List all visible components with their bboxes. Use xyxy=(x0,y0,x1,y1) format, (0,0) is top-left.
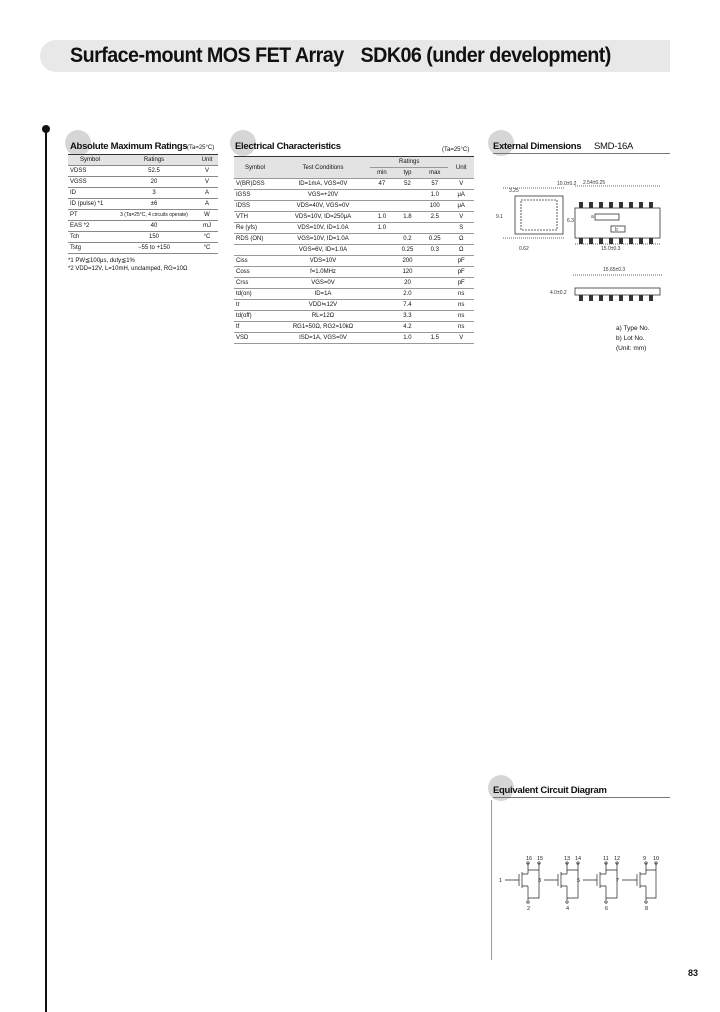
table-row xyxy=(234,322,474,333)
cell-symbol: Crss xyxy=(234,278,276,289)
table-row xyxy=(68,243,218,254)
pin xyxy=(619,202,623,208)
margin-rule xyxy=(45,128,47,1012)
cell-unit: pF xyxy=(448,267,474,278)
table-row xyxy=(68,177,218,188)
cell-min xyxy=(370,278,394,289)
cell-condition: VGS=0V xyxy=(276,278,370,289)
dim-label: 10.0±0.2 xyxy=(557,181,577,187)
table-row xyxy=(234,267,474,278)
table-row xyxy=(234,278,474,289)
cell-min xyxy=(370,267,394,278)
pin-label: 6 xyxy=(605,906,609,912)
cell-max: 100 xyxy=(421,201,448,212)
cell-condition: VDS=10V, ID=250μA xyxy=(276,212,370,223)
cell-unit: V xyxy=(448,333,474,344)
cell-max xyxy=(421,256,448,267)
table-row xyxy=(234,190,474,201)
amr-table xyxy=(68,154,218,254)
ext-heading: External Dimensions xyxy=(493,141,582,152)
cell-min xyxy=(370,234,394,245)
dim-label: 15.65±0.3 xyxy=(603,267,626,273)
cell-unit: Ω xyxy=(448,245,474,256)
col-conditions: Test Conditions xyxy=(276,157,370,179)
pin-label: 3 xyxy=(538,878,542,884)
pin-label: 14 xyxy=(575,856,582,862)
cell-symbol: RDS (ON) xyxy=(234,234,276,245)
table-row xyxy=(234,201,474,212)
pin xyxy=(609,202,613,208)
table-row xyxy=(68,188,218,199)
col-symbol: Symbol xyxy=(68,155,112,166)
pin-label: 15 xyxy=(537,856,544,862)
mosfet-1 xyxy=(505,862,540,903)
pin xyxy=(639,295,643,301)
pin-label: 2 xyxy=(527,906,531,912)
pin xyxy=(629,295,633,301)
cell-condition: VGS=10V, ID=1.0A xyxy=(276,234,370,245)
cell-symbol: VTH xyxy=(234,212,276,223)
pin xyxy=(589,295,593,301)
ext-package: SMD-16A xyxy=(594,141,634,152)
pin-label: 9 xyxy=(643,856,647,862)
pin xyxy=(629,238,633,244)
dim-label: 15.0±0.3 xyxy=(601,246,621,252)
cell-symbol: td(on) xyxy=(234,289,276,300)
cell-condition: VGS=+20V xyxy=(276,190,370,201)
cell-unit: A xyxy=(196,199,218,210)
cell-typ xyxy=(394,190,421,201)
pin xyxy=(589,202,593,208)
pin-label: 5 xyxy=(577,878,581,884)
table-row xyxy=(68,232,218,243)
side-view-body xyxy=(515,196,563,234)
cell-condition: ISD=1A, VGS=0V xyxy=(276,333,370,344)
table-row xyxy=(234,300,474,311)
dim-label: 4.0±0.2 xyxy=(550,290,567,296)
cell-unit: Ω xyxy=(448,234,474,245)
cell-value: 52.5 xyxy=(112,166,196,177)
amr-condition: (Ta=25°C) xyxy=(187,145,215,151)
cell-symbol: Tstg xyxy=(68,243,112,254)
page-title xyxy=(70,44,611,68)
mosfet-3 xyxy=(583,862,618,903)
cell-unit: V xyxy=(196,166,218,177)
cell-max: 0.25 xyxy=(421,234,448,245)
cell-max: 2.5 xyxy=(421,212,448,223)
cell-condition: VDS=10V xyxy=(276,256,370,267)
cell-unit: pF xyxy=(448,278,474,289)
col-ratings: Ratings xyxy=(112,155,196,166)
cell-symbol: PT xyxy=(68,210,112,221)
cell-condition: VDS=10V, ID=1.0A xyxy=(276,223,370,234)
front-view-body xyxy=(575,288,660,295)
cell-unit: ns xyxy=(448,289,474,300)
pin xyxy=(609,238,613,244)
cell-typ: 1.8 xyxy=(394,212,421,223)
cell-condition: RG1=50Ω, RG2=10kΩ xyxy=(276,322,370,333)
table-row xyxy=(234,289,474,300)
pin-label: 1 xyxy=(499,878,503,884)
cell-unit: ns xyxy=(448,300,474,311)
amr-note-1: *1 PW≦100μs, duty≦1% xyxy=(68,258,135,264)
table-row xyxy=(234,245,474,256)
legend-type: a) Type No. xyxy=(616,325,650,332)
amr-note-2: *2 VDD=12V, L=10mH, unclamped, RG=10Ω xyxy=(68,266,188,272)
pin xyxy=(639,238,643,244)
ec-heading: Electrical Characteristics xyxy=(235,141,341,152)
ext-rule xyxy=(493,153,670,154)
col-max: max xyxy=(421,168,448,179)
cell-min xyxy=(370,322,394,333)
cell-min xyxy=(370,333,394,344)
legend-unit: (Unit: mm) xyxy=(616,345,647,352)
table-header-row xyxy=(68,155,218,166)
pin xyxy=(599,295,603,301)
ec-condition: (Ta=25°C) xyxy=(442,147,470,153)
cell-symbol: VGSS xyxy=(68,177,112,188)
pin xyxy=(649,295,653,301)
cell-unit: μA xyxy=(448,190,474,201)
cell-symbol: ID (pulse) *1 xyxy=(68,199,112,210)
ec-table xyxy=(234,156,474,344)
pin-label: 8 xyxy=(645,906,649,912)
table-row xyxy=(68,221,218,232)
legend-lot: b) Lot No. xyxy=(616,335,645,342)
margin-bullet xyxy=(42,125,50,133)
cell-typ: 3.3 xyxy=(394,311,421,322)
cell-max: 0.3 xyxy=(421,245,448,256)
col-unit: Unit xyxy=(196,155,218,166)
table-row xyxy=(68,166,218,177)
pin xyxy=(619,295,623,301)
cell-value: 3 xyxy=(112,188,196,199)
marking-label-a: a xyxy=(591,214,594,220)
ec-table-wrap xyxy=(234,156,474,344)
pin xyxy=(649,238,653,244)
cell-unit: V xyxy=(196,177,218,188)
cell-typ: 200 xyxy=(394,256,421,267)
side-view-inner xyxy=(521,200,557,230)
cell-typ: 120 xyxy=(394,267,421,278)
cell-typ: 1.0 xyxy=(394,333,421,344)
table-row xyxy=(234,234,474,245)
pin xyxy=(649,202,653,208)
cell-typ xyxy=(394,201,421,212)
cell-max: 1.5 xyxy=(421,333,448,344)
cell-max: 57 xyxy=(421,179,448,190)
pin xyxy=(619,238,623,244)
cell-condition: VDD≒12V xyxy=(276,300,370,311)
page-number: 83 xyxy=(688,968,699,978)
cell-min xyxy=(370,256,394,267)
mosfet-4 xyxy=(622,862,657,903)
dim-label: 3.25 xyxy=(509,188,519,194)
cell-typ: 4.2 xyxy=(394,322,421,333)
cell-symbol: Re (yfs) xyxy=(234,223,276,234)
table-row xyxy=(234,333,474,344)
cell-unit: °C xyxy=(196,243,218,254)
mosfet-2 xyxy=(544,862,579,903)
cell-max xyxy=(421,289,448,300)
cell-typ: 0.2 xyxy=(394,234,421,245)
cell-typ: 0.25 xyxy=(394,245,421,256)
table-row xyxy=(68,199,218,210)
cell-symbol: VDSS xyxy=(68,166,112,177)
cell-max xyxy=(421,311,448,322)
cell-max xyxy=(421,267,448,278)
dim-label: 6.3 xyxy=(567,218,574,224)
cell-min xyxy=(370,289,394,300)
cell-unit: V xyxy=(448,179,474,190)
cell-unit: A xyxy=(196,188,218,199)
table-row xyxy=(234,223,474,234)
type-marking-box xyxy=(595,214,619,220)
table-header-row xyxy=(234,157,474,168)
pin-label: 13 xyxy=(564,856,571,862)
pin-label: 16 xyxy=(526,856,533,862)
table-row xyxy=(234,212,474,223)
dim-label: 2.54±0.25 xyxy=(583,180,606,186)
cell-symbol: Ciss xyxy=(234,256,276,267)
cell-min: 47 xyxy=(370,179,394,190)
col-symbol: Symbol xyxy=(234,157,276,179)
pin xyxy=(639,202,643,208)
cell-max xyxy=(421,278,448,289)
cell-symbol: td(off) xyxy=(234,311,276,322)
cell-condition: RL=12Ω xyxy=(276,311,370,322)
product-title: Surface-mount MOS FET Array xyxy=(70,44,344,67)
cell-typ: 7.4 xyxy=(394,300,421,311)
pin-label: 7 xyxy=(616,878,620,884)
cell-symbol: tr xyxy=(234,300,276,311)
table-row xyxy=(68,210,218,221)
pin xyxy=(629,202,633,208)
circuit-diagram xyxy=(495,850,670,915)
cell-symbol: V(BR)DSS xyxy=(234,179,276,190)
pin xyxy=(579,238,583,244)
col-typ: typ xyxy=(394,168,421,179)
cell-symbol: VSD xyxy=(234,333,276,344)
lot-marking-box xyxy=(611,226,625,232)
pin xyxy=(609,295,613,301)
cell-value: ±6 xyxy=(112,199,196,210)
cell-min xyxy=(370,245,394,256)
cell-value: 40 xyxy=(112,221,196,232)
cell-min xyxy=(370,201,394,212)
cell-min: 1.0 xyxy=(370,212,394,223)
table-row xyxy=(234,256,474,267)
cell-typ: 2.0 xyxy=(394,289,421,300)
package-drawing xyxy=(495,178,670,318)
cell-symbol: Coss xyxy=(234,267,276,278)
cell-symbol: IDSS xyxy=(234,201,276,212)
cell-condition: f=1.0MHz xyxy=(276,267,370,278)
cell-max xyxy=(421,223,448,234)
cell-unit: S xyxy=(448,223,474,234)
table-row xyxy=(234,311,474,322)
cell-symbol: EAS *2 xyxy=(68,221,112,232)
cell-unit: pF xyxy=(448,256,474,267)
cell-value: 150 xyxy=(112,232,196,243)
pin xyxy=(579,202,583,208)
cell-condition: ID=1A xyxy=(276,289,370,300)
cell-min xyxy=(370,300,394,311)
col-unit: Unit xyxy=(448,157,474,179)
cell-symbol: IGSS xyxy=(234,190,276,201)
dim-label: 9.1 xyxy=(496,214,503,220)
pin xyxy=(589,238,593,244)
cell-unit: ns xyxy=(448,311,474,322)
cell-max: 1.0 xyxy=(421,190,448,201)
part-number-title: SDK06 (under development) xyxy=(360,44,611,67)
cell-value: 3 (Ta=25°C, 4 circuits operate) xyxy=(112,210,196,221)
cell-value: −55 to +150 xyxy=(112,243,196,254)
pin-label: 10 xyxy=(653,856,660,862)
cell-symbol: Tch xyxy=(68,232,112,243)
cell-symbol: tf xyxy=(234,322,276,333)
cell-typ xyxy=(394,223,421,234)
cell-unit: ns xyxy=(448,322,474,333)
cell-min xyxy=(370,311,394,322)
pin-label: 4 xyxy=(566,906,570,912)
table-row xyxy=(234,179,474,190)
cell-max xyxy=(421,322,448,333)
cell-unit: mJ xyxy=(196,221,218,232)
cell-typ: 52 xyxy=(394,179,421,190)
cell-value: 20 xyxy=(112,177,196,188)
cell-unit: μA xyxy=(448,201,474,212)
cell-unit: °C xyxy=(196,232,218,243)
cell-condition: ID=1mA, VGS=0V xyxy=(276,179,370,190)
top-view-body xyxy=(575,208,660,238)
marking-label-b: b xyxy=(615,227,618,233)
col-ratings: Ratings xyxy=(370,157,448,168)
cell-unit: W xyxy=(196,210,218,221)
pin-label: 11 xyxy=(603,856,609,862)
cell-min xyxy=(370,190,394,201)
amr-table-wrap xyxy=(68,154,218,272)
eq-heading: Equivalent Circuit Diagram xyxy=(493,785,607,796)
cell-min: 1.0 xyxy=(370,223,394,234)
eq-rule xyxy=(493,797,670,798)
cell-max xyxy=(421,300,448,311)
pin xyxy=(599,238,603,244)
cell-condition: VDS=40V, VGS=0V xyxy=(276,201,370,212)
pin xyxy=(579,295,583,301)
amr-heading: Absolute Maximum Ratings xyxy=(70,141,188,152)
pin xyxy=(599,202,603,208)
col-min: min xyxy=(370,168,394,179)
dim-label: 0.62 xyxy=(519,246,529,252)
cell-symbol: ID xyxy=(68,188,112,199)
cell-symbol xyxy=(234,245,276,256)
cell-typ: 20 xyxy=(394,278,421,289)
cell-unit: V xyxy=(448,212,474,223)
pin-label: 12 xyxy=(614,856,621,862)
cell-condition: VGS=6V, ID=1.0A xyxy=(276,245,370,256)
